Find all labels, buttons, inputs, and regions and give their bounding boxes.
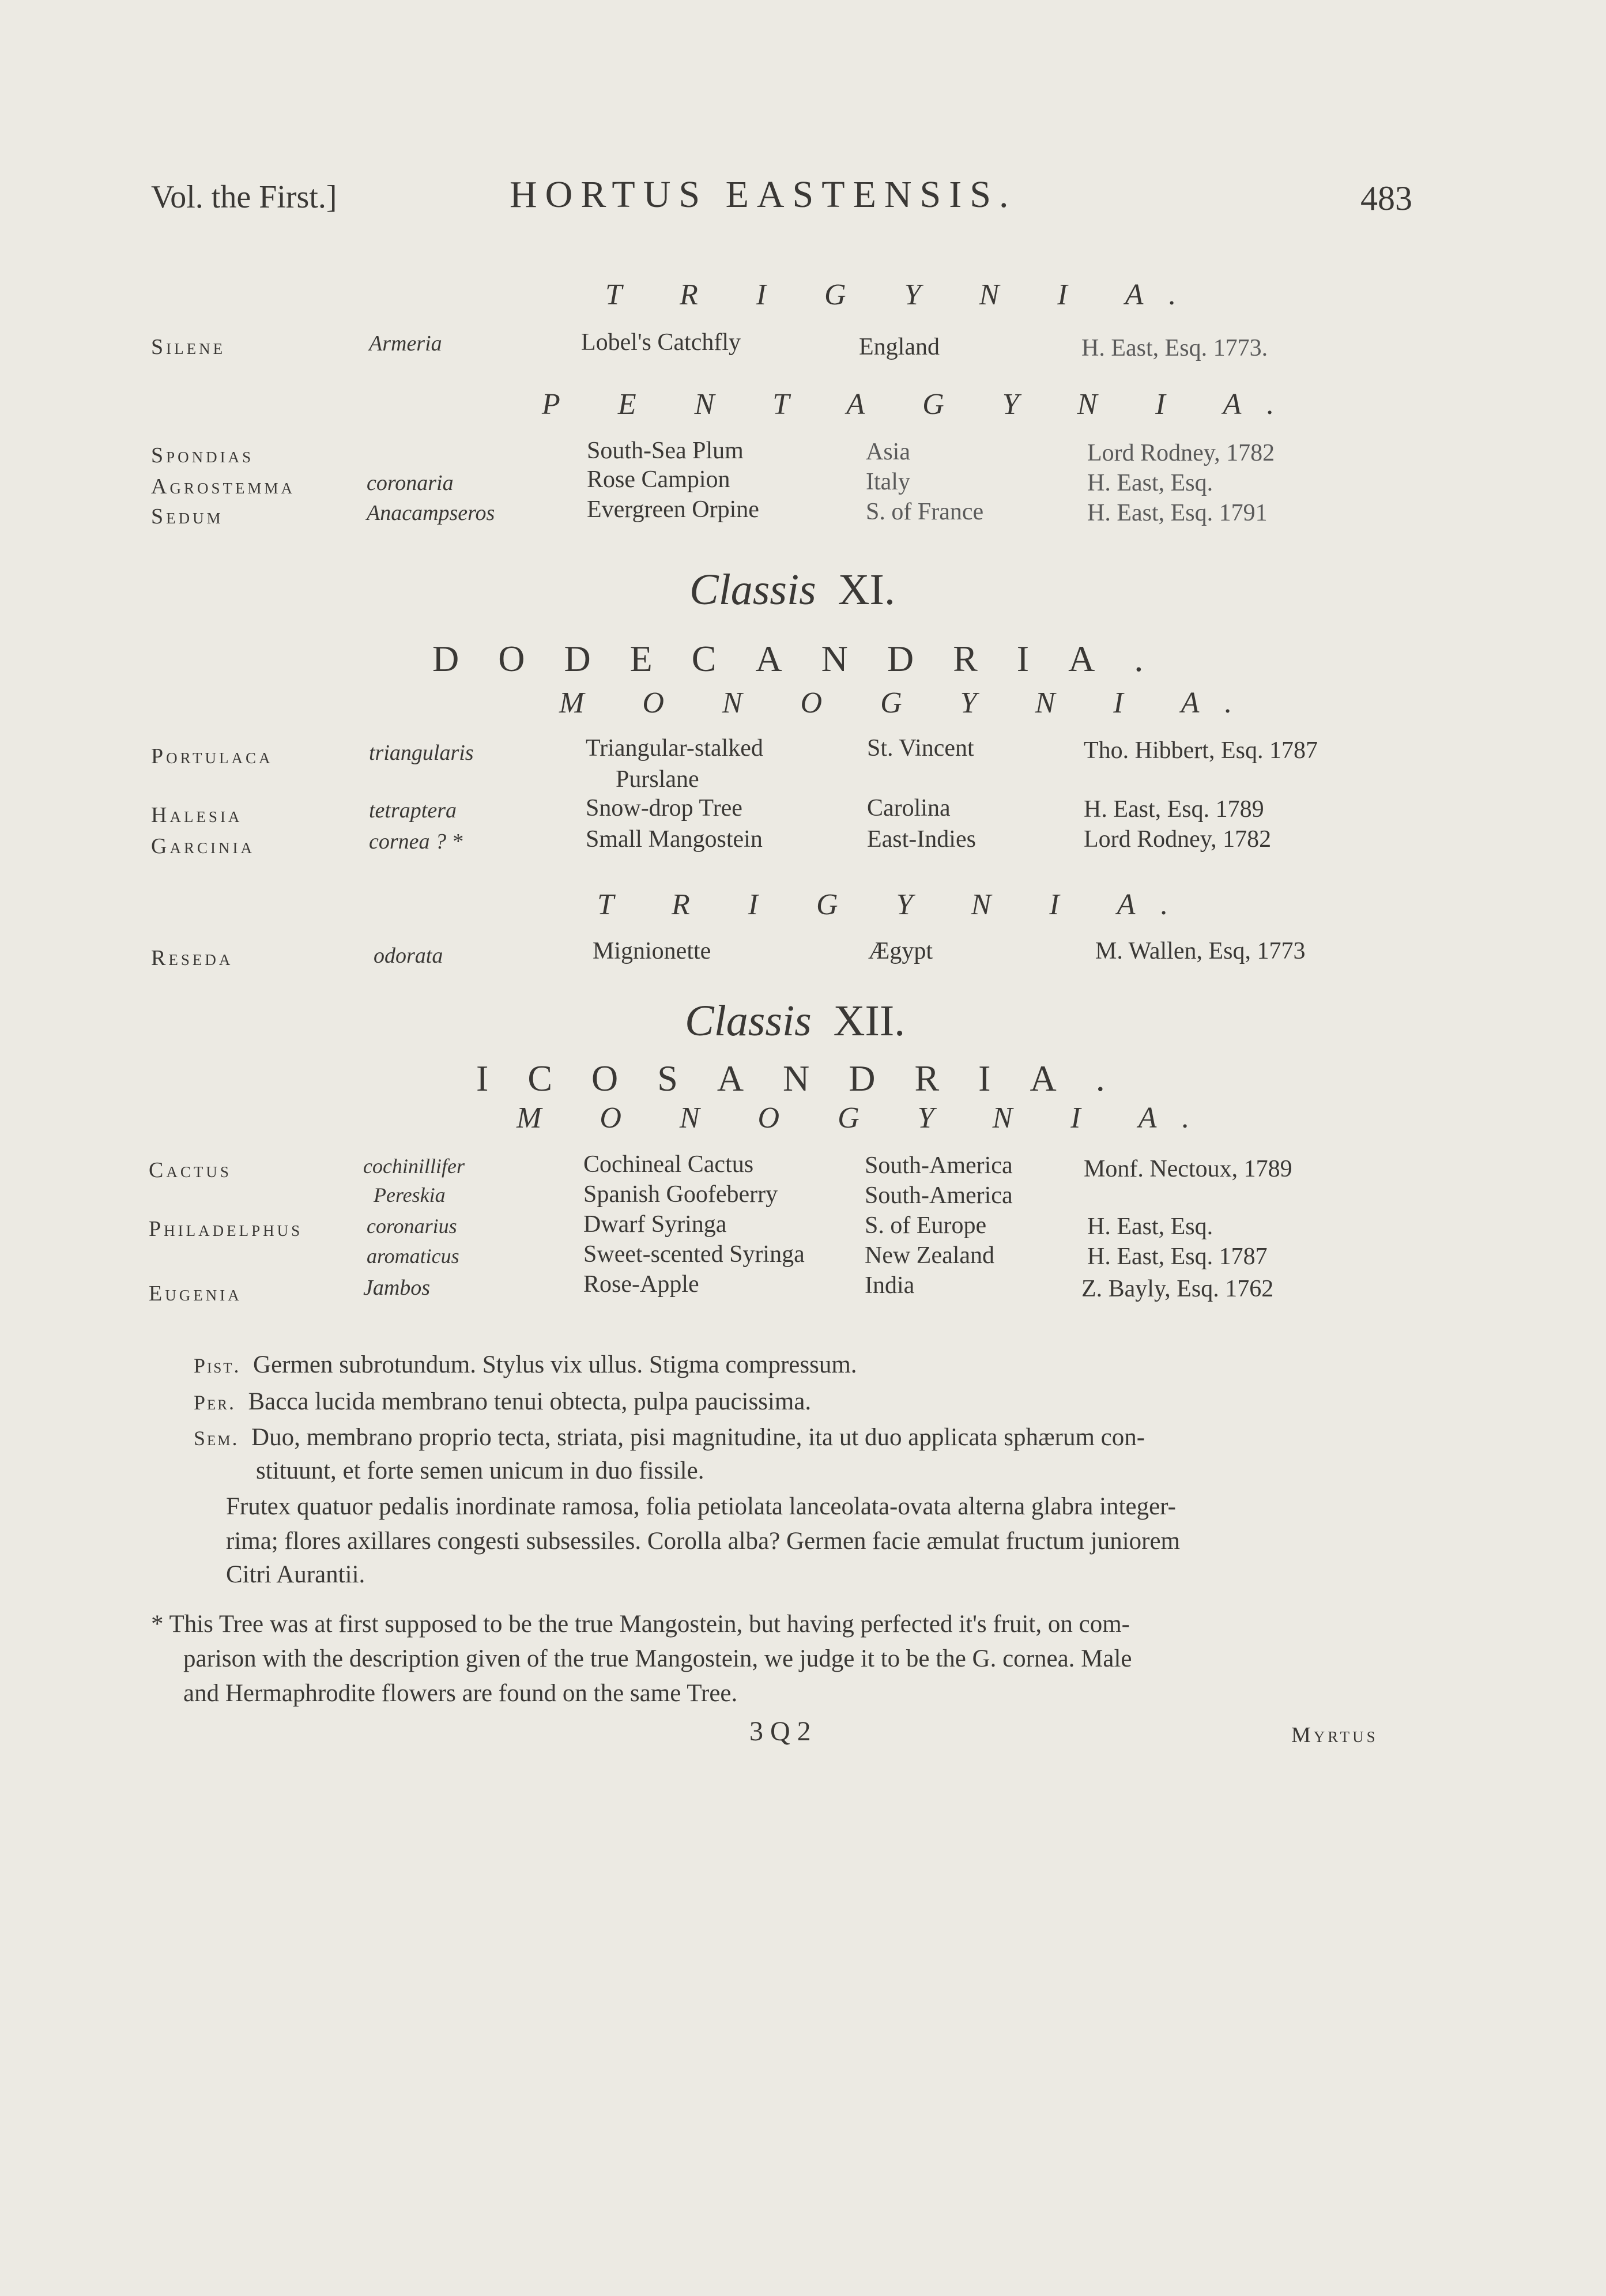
common-name-cell: Cochineal Cactus — [583, 1151, 754, 1178]
region-cell: New Zealand — [865, 1242, 995, 1269]
section-trigynia-1: T R I G Y N I A. — [605, 278, 1202, 311]
genus-cell: Agrostemma — [151, 474, 295, 499]
source-cell: H. East, Esq. 1791 — [1087, 500, 1268, 526]
genus-cell: Garcinia — [151, 834, 255, 858]
source-cell: H. East, Esq. — [1087, 1213, 1213, 1240]
region-cell: Italy — [866, 469, 910, 495]
species-cell: Anacampseros — [367, 501, 495, 525]
classis-heading-12: Classis XII. — [685, 997, 906, 1045]
page-number: 483 — [1360, 179, 1412, 217]
region-cell: East-Indies — [867, 826, 976, 853]
region-cell: South-America — [865, 1152, 1013, 1179]
species-cell: coronaria — [367, 471, 454, 495]
genus-cell: Philadelphus — [149, 1217, 303, 1241]
source-cell: H. East, Esq. — [1087, 470, 1213, 496]
classis-heading-11: Classis XI. — [689, 565, 895, 614]
common-name-cell: Mignionette — [593, 938, 711, 964]
source-cell: Tho. Hibbert, Esq. 1787 — [1084, 737, 1318, 764]
species-cell: coronarius — [367, 1215, 457, 1238]
region-cell: Asia — [866, 439, 910, 465]
catchword: Myrtus — [1291, 1723, 1378, 1747]
genus-cell: Silene — [151, 335, 226, 359]
species-cell: Armeria — [369, 331, 442, 356]
genus-cell: Halesia — [151, 803, 243, 827]
genus-cell: Eugenia — [149, 1281, 242, 1306]
genus-cell: Cactus — [149, 1158, 232, 1182]
region-cell: India — [865, 1272, 915, 1299]
common-name-cell: Triangular-stalked — [586, 735, 763, 761]
genus-cell: Sedum — [151, 504, 224, 529]
running-title: HORTUS EASTENSIS. — [510, 174, 1017, 216]
frutex-line-3: Citri Aurantii. — [226, 1561, 365, 1588]
genus-cell: Portulaca — [151, 744, 273, 768]
common-name-cell: Spanish Goofeberry — [583, 1181, 778, 1208]
per-line: Per. Bacca lucida membrano tenui obtecta, pulpa paucissima. — [194, 1388, 812, 1415]
common-name-cell: Evergreen Orpine — [587, 496, 759, 523]
source-cell: H. East, Esq. 1773. — [1081, 335, 1268, 361]
section-pentagynia: P E N T A G Y N I A. — [542, 388, 1300, 421]
pist-line: Pist. Germen subrotundum. Stylus vix ullus. Stigma compressum. — [194, 1351, 857, 1378]
source-cell: Z. Bayly, Esq. 1762 — [1081, 1276, 1274, 1302]
source-cell: Monf. Nectoux, 1789 — [1084, 1156, 1292, 1182]
section-monogynia-11: M O N O G Y N I A. — [559, 687, 1258, 719]
source-cell: H. East, Esq. 1789 — [1084, 796, 1264, 823]
region-cell: Ægypt — [868, 938, 933, 964]
volume-label: Vol. the First.] — [151, 179, 337, 215]
footnote-line-3: and Hermaphrodite flowers are found on the same Tree. — [183, 1680, 738, 1707]
species-cell: odorata — [374, 944, 443, 968]
footnote-line-2: parison with the description given of the true Mangostein, we judge it to be the G. cornea. Male — [183, 1645, 1132, 1672]
region-cell: S. of France — [866, 499, 984, 525]
common-name-cell: Small Mangostein — [586, 826, 763, 853]
species-cell: aromaticus — [367, 1245, 459, 1268]
sem-line-2: stituunt, et forte semen unicum in duo fissile. — [256, 1457, 704, 1484]
genus-cell: Spondias — [151, 443, 254, 468]
species-cell: tetraptera — [369, 798, 457, 823]
region-cell: Carolina — [867, 795, 951, 821]
common-name-cell: Rose-Apple — [583, 1271, 699, 1298]
species-cell: Jambos — [363, 1276, 431, 1300]
signature-mark: 3 Q 2 — [749, 1716, 811, 1747]
species-cell: Pereskia — [374, 1183, 446, 1207]
section-monogynia-12: M O N O G Y N I A. — [517, 1102, 1215, 1134]
region-cell: South-America — [865, 1182, 1013, 1209]
species-cell: cochinillifer — [363, 1155, 465, 1178]
region-cell: England — [859, 334, 940, 360]
region-cell: S. of Europe — [865, 1212, 987, 1239]
source-cell: H. East, Esq. 1787 — [1087, 1243, 1268, 1270]
genus-cell: Reseda — [151, 946, 233, 970]
common-name-cont: Purslane — [616, 766, 699, 793]
species-cell: triangularis — [369, 741, 474, 765]
sem-line-1: Sem. Duo, membrano proprio tecta, striata, pisi magnitudine, ita ut duo applicata sphærum con- — [194, 1424, 1145, 1451]
common-name-cell: Lobel's Catchfly — [581, 329, 741, 356]
region-cell: St. Vincent — [867, 735, 974, 761]
section-trigynia-2: T R I G Y N I A. — [597, 888, 1194, 921]
common-name-cell: Dwarf Syringa — [583, 1211, 727, 1238]
class-name-icosandria: ICOSANDRIA. — [476, 1058, 1144, 1099]
source-cell: Lord Rodney, 1782 — [1087, 440, 1275, 466]
common-name-cell: Rose Campion — [587, 466, 730, 493]
source-cell: Lord Rodney, 1782 — [1084, 826, 1272, 853]
frutex-line-2: rima; flores axillares congesti subsessiles. Corolla alba? Germen facie æmulat fructum juniorem — [226, 1528, 1180, 1555]
class-name-dodecandria: DODECANDRIA. — [432, 638, 1183, 679]
species-cell: cornea ? * — [369, 830, 463, 854]
frutex-line-1: Frutex quatuor pedalis inordinate ramosa, folia petiolata lanceolata-ovata alterna glabra integer- — [226, 1493, 1176, 1520]
source-cell: M. Wallen, Esq, 1773 — [1095, 938, 1306, 964]
common-name-cell: Snow-drop Tree — [586, 795, 742, 821]
footnote-line-1: * This Tree was at first supposed to be the true Mangostein, but having perfected it's fruit, on com- — [151, 1611, 1130, 1638]
common-name-cell: Sweet-scented Syringa — [583, 1241, 805, 1268]
common-name-cell: South-Sea Plum — [587, 438, 744, 464]
